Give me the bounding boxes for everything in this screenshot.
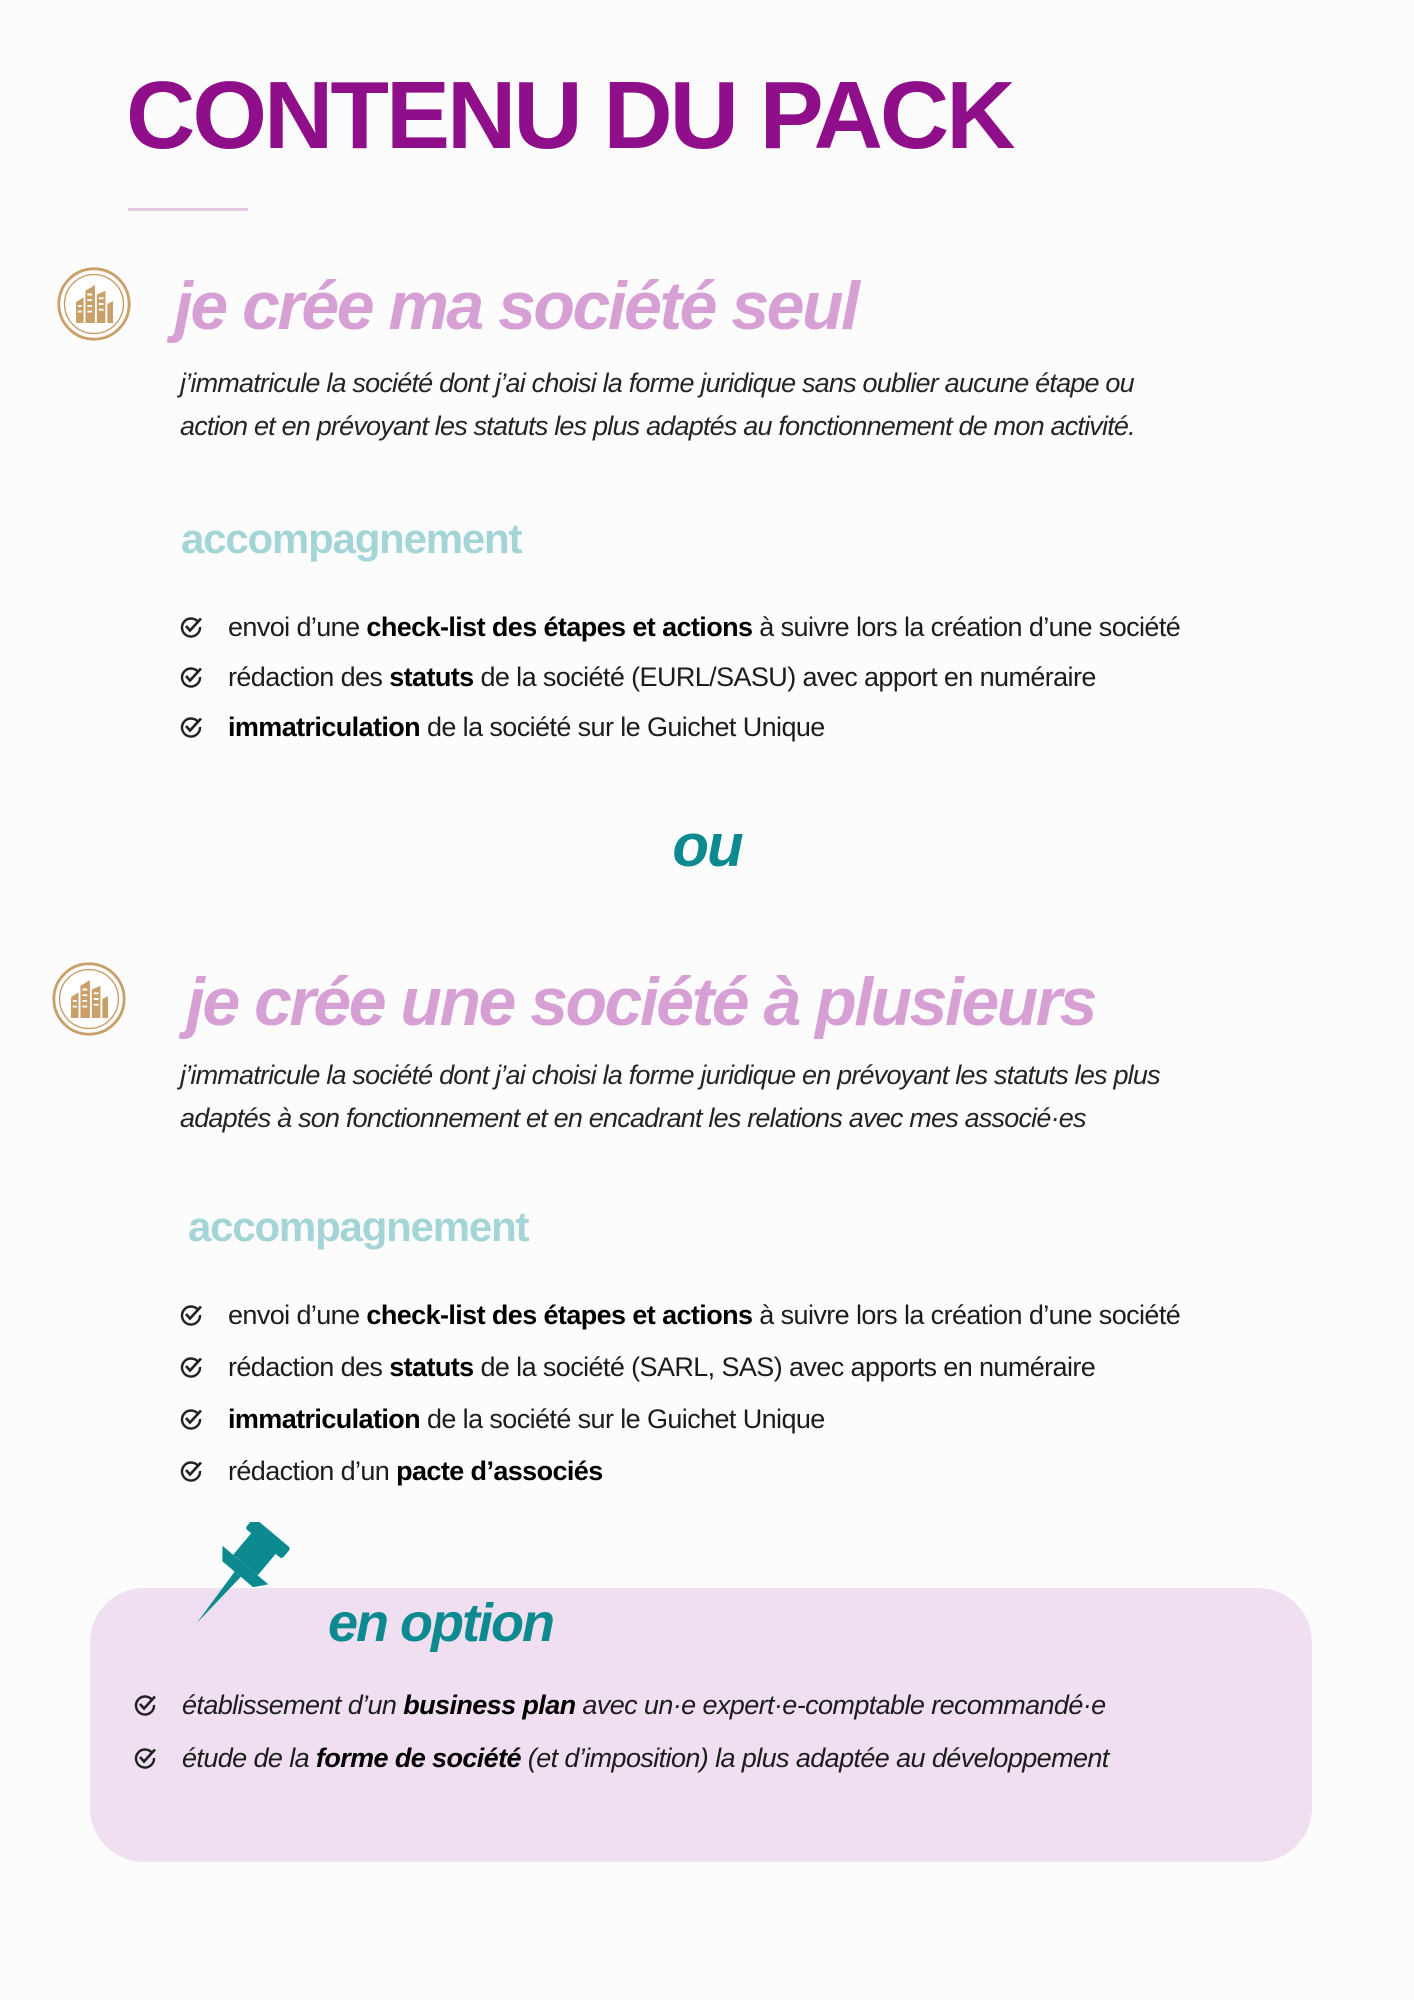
list-item: rédaction des statuts de la société (EURL/SASU) avec apport en numéraire bbox=[180, 652, 1180, 702]
list-item: rédaction des statuts de la société (SARL, SAS) avec apports en numéraire bbox=[180, 1342, 1180, 1394]
check-circle-icon bbox=[180, 1408, 204, 1430]
section-description bbox=[180, 1054, 1160, 1140]
check-circle-icon bbox=[180, 1356, 204, 1378]
check-circle-icon bbox=[180, 1304, 204, 1326]
accompagnement-heading: accompagnement bbox=[181, 515, 522, 562]
check-circle-icon bbox=[180, 1460, 204, 1482]
section-title: je crée une société à plusieurs bbox=[186, 964, 1095, 1040]
check-circle-icon bbox=[180, 616, 204, 638]
list-item: établissement d’un business plan avec un·e expert·e-comptable recommandé·e bbox=[134, 1680, 1109, 1733]
list-item: immatriculation de la société sur le Guichet Unique bbox=[180, 702, 1180, 752]
pushpin-icon bbox=[178, 1522, 298, 1636]
list-item: envoi d’une check-list des étapes et actions à suivre lors la création d’une société bbox=[180, 602, 1180, 652]
section-title: je crée ma société seul bbox=[174, 268, 858, 344]
accompagnement-list bbox=[180, 1290, 1180, 1498]
check-circle-icon bbox=[134, 1747, 158, 1769]
list-item: envoi d’une check-list des étapes et actions à suivre lors la création d’une société bbox=[180, 1290, 1180, 1342]
section-description bbox=[180, 362, 1135, 448]
check-circle-icon bbox=[180, 716, 204, 738]
title-underline bbox=[128, 208, 248, 211]
list-item: rédaction d’un pacte d’associés bbox=[180, 1446, 1180, 1498]
or-separator: ou bbox=[672, 812, 742, 879]
accompagnement-list bbox=[180, 602, 1180, 752]
description-line: j’immatricule la société dont j’ai choisi la forme juridique en prévoyant les statuts les plus bbox=[180, 1060, 1160, 1090]
description-line: j’immatricule la société dont j’ai choisi la forme juridique sans oublier aucune étape ou bbox=[180, 368, 1134, 398]
buildings-emblem-icon bbox=[56, 266, 132, 342]
description-line: adaptés à son fonctionnement et en encadrant les relations avec mes associé·es bbox=[180, 1103, 1086, 1133]
list-item: étude de la forme de société (et d’imposition) la plus adaptée au développement bbox=[134, 1733, 1109, 1786]
description-line: action et en prévoyant les statuts les plus adaptés au fonctionnement de mon activité. bbox=[180, 411, 1135, 441]
option-title: en option bbox=[328, 1593, 553, 1653]
option-list bbox=[134, 1680, 1109, 1786]
list-item: immatriculation de la société sur le Guichet Unique bbox=[180, 1394, 1180, 1446]
page-title: CONTENU DU PACK bbox=[126, 62, 1013, 169]
check-circle-icon bbox=[134, 1694, 158, 1716]
buildings-emblem-icon bbox=[51, 961, 127, 1037]
accompagnement-heading: accompagnement bbox=[188, 1203, 529, 1250]
check-circle-icon bbox=[180, 666, 204, 688]
